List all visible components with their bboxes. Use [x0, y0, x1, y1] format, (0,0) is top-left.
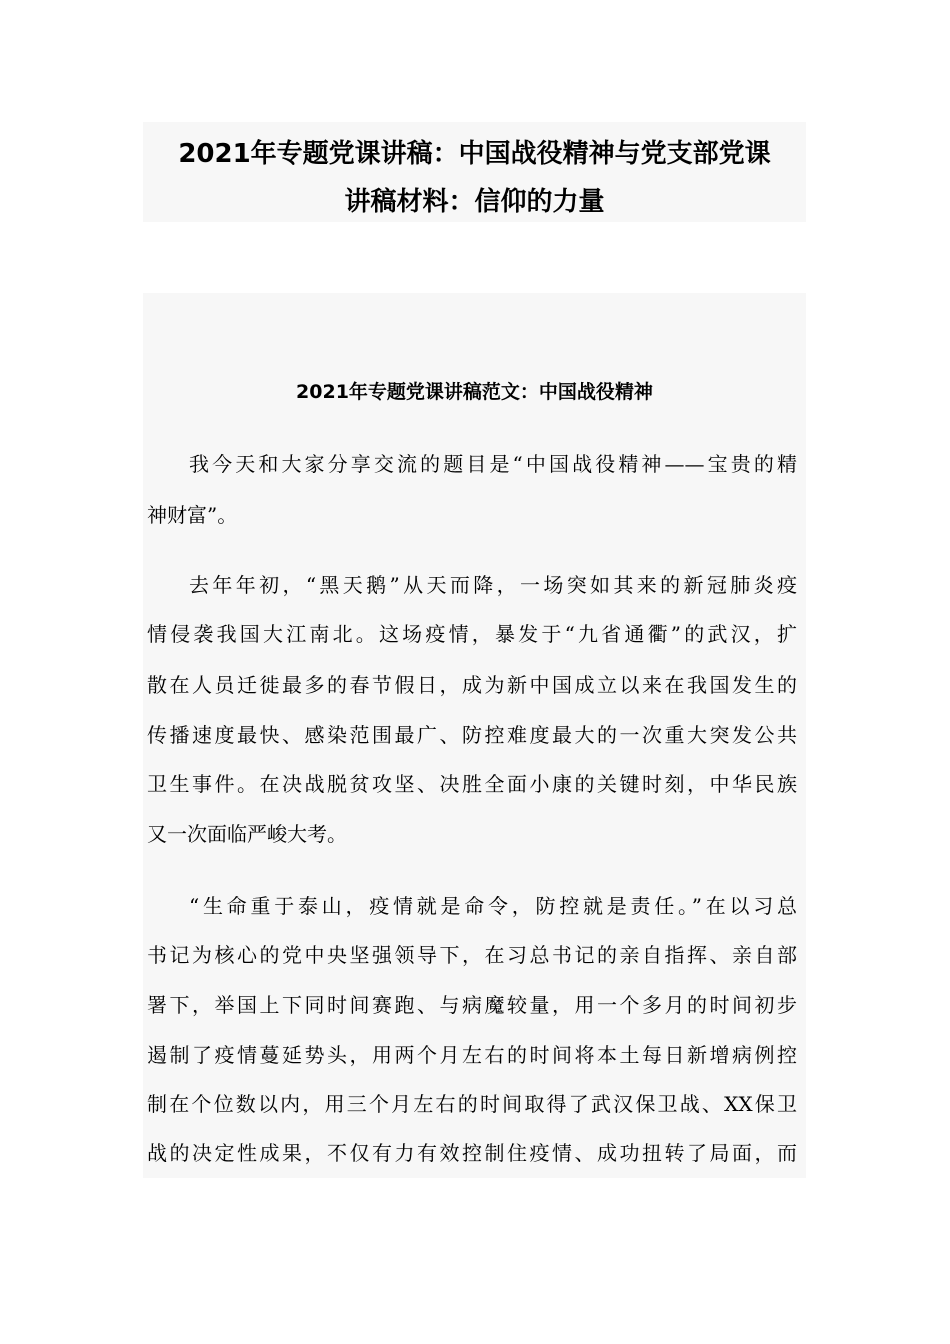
paragraph-3-line-1: “生命重于泰山，疫情就是命令，防控就是责任。”在以习总	[189, 894, 797, 918]
paragraph-3-line-3: 署下，举国上下同时间赛跑、与病魔较量，用一个多月的时间初步	[147, 993, 797, 1017]
paragraph-1-line-2: 神财富”。	[147, 503, 238, 527]
paragraph-3-line-4: 遏制了疫情蔓延势头，用两个月左右的时间将本土每日新增病例控	[147, 1043, 797, 1067]
title-line-2: 讲稿材料：信仰的力量	[344, 187, 605, 217]
paragraph-2-line-6: 又一次面临严峻大考。	[147, 822, 347, 846]
title-line-1: 2021年专题党课讲稿：中国战役精神与党支部党课	[178, 139, 771, 169]
paragraph-3-line-6: 战的决定性成果，不仅有力有效控制住疫情、成功扭转了局面，而	[147, 1141, 797, 1165]
paragraph-2-line-1: 去年年初，“黑天鹅”从天而降，一场突如其来的新冠肺炎疫	[189, 573, 797, 597]
paragraph-1-line-1: 我今天和大家分享交流的题目是“中国战役精神——宝贵的精	[189, 452, 797, 476]
document-title	[143, 122, 806, 222]
section-heading: 2021年专题党课讲稿范文：中国战役精神	[296, 381, 653, 403]
paragraph-2-line-5: 卫生事件。在决战脱贫攻坚、决胜全面小康的关键时刻，中华民族	[147, 772, 797, 796]
paragraph-3-line-5: 制在个位数以内，用三个月左右的时间取得了武汉保卫战、XX保卫	[147, 1092, 797, 1116]
document-body	[143, 293, 806, 1178]
paragraph-2-line-3: 散在人员迁徙最多的春节假日，成为新中国成立以来在我国发生的	[147, 673, 797, 697]
paragraph-2-line-4: 传播速度最快、感染范围最广、防控难度最大的一次重大突发公共	[147, 723, 797, 747]
paragraph-2-line-2: 情侵袭我国大江南北。这场疫情，暴发于“九省通衢”的武汉，扩	[147, 622, 797, 646]
paragraph-3-line-2: 书记为核心的党中央坚强领导下，在习总书记的亲自指挥、亲自部	[147, 943, 797, 967]
